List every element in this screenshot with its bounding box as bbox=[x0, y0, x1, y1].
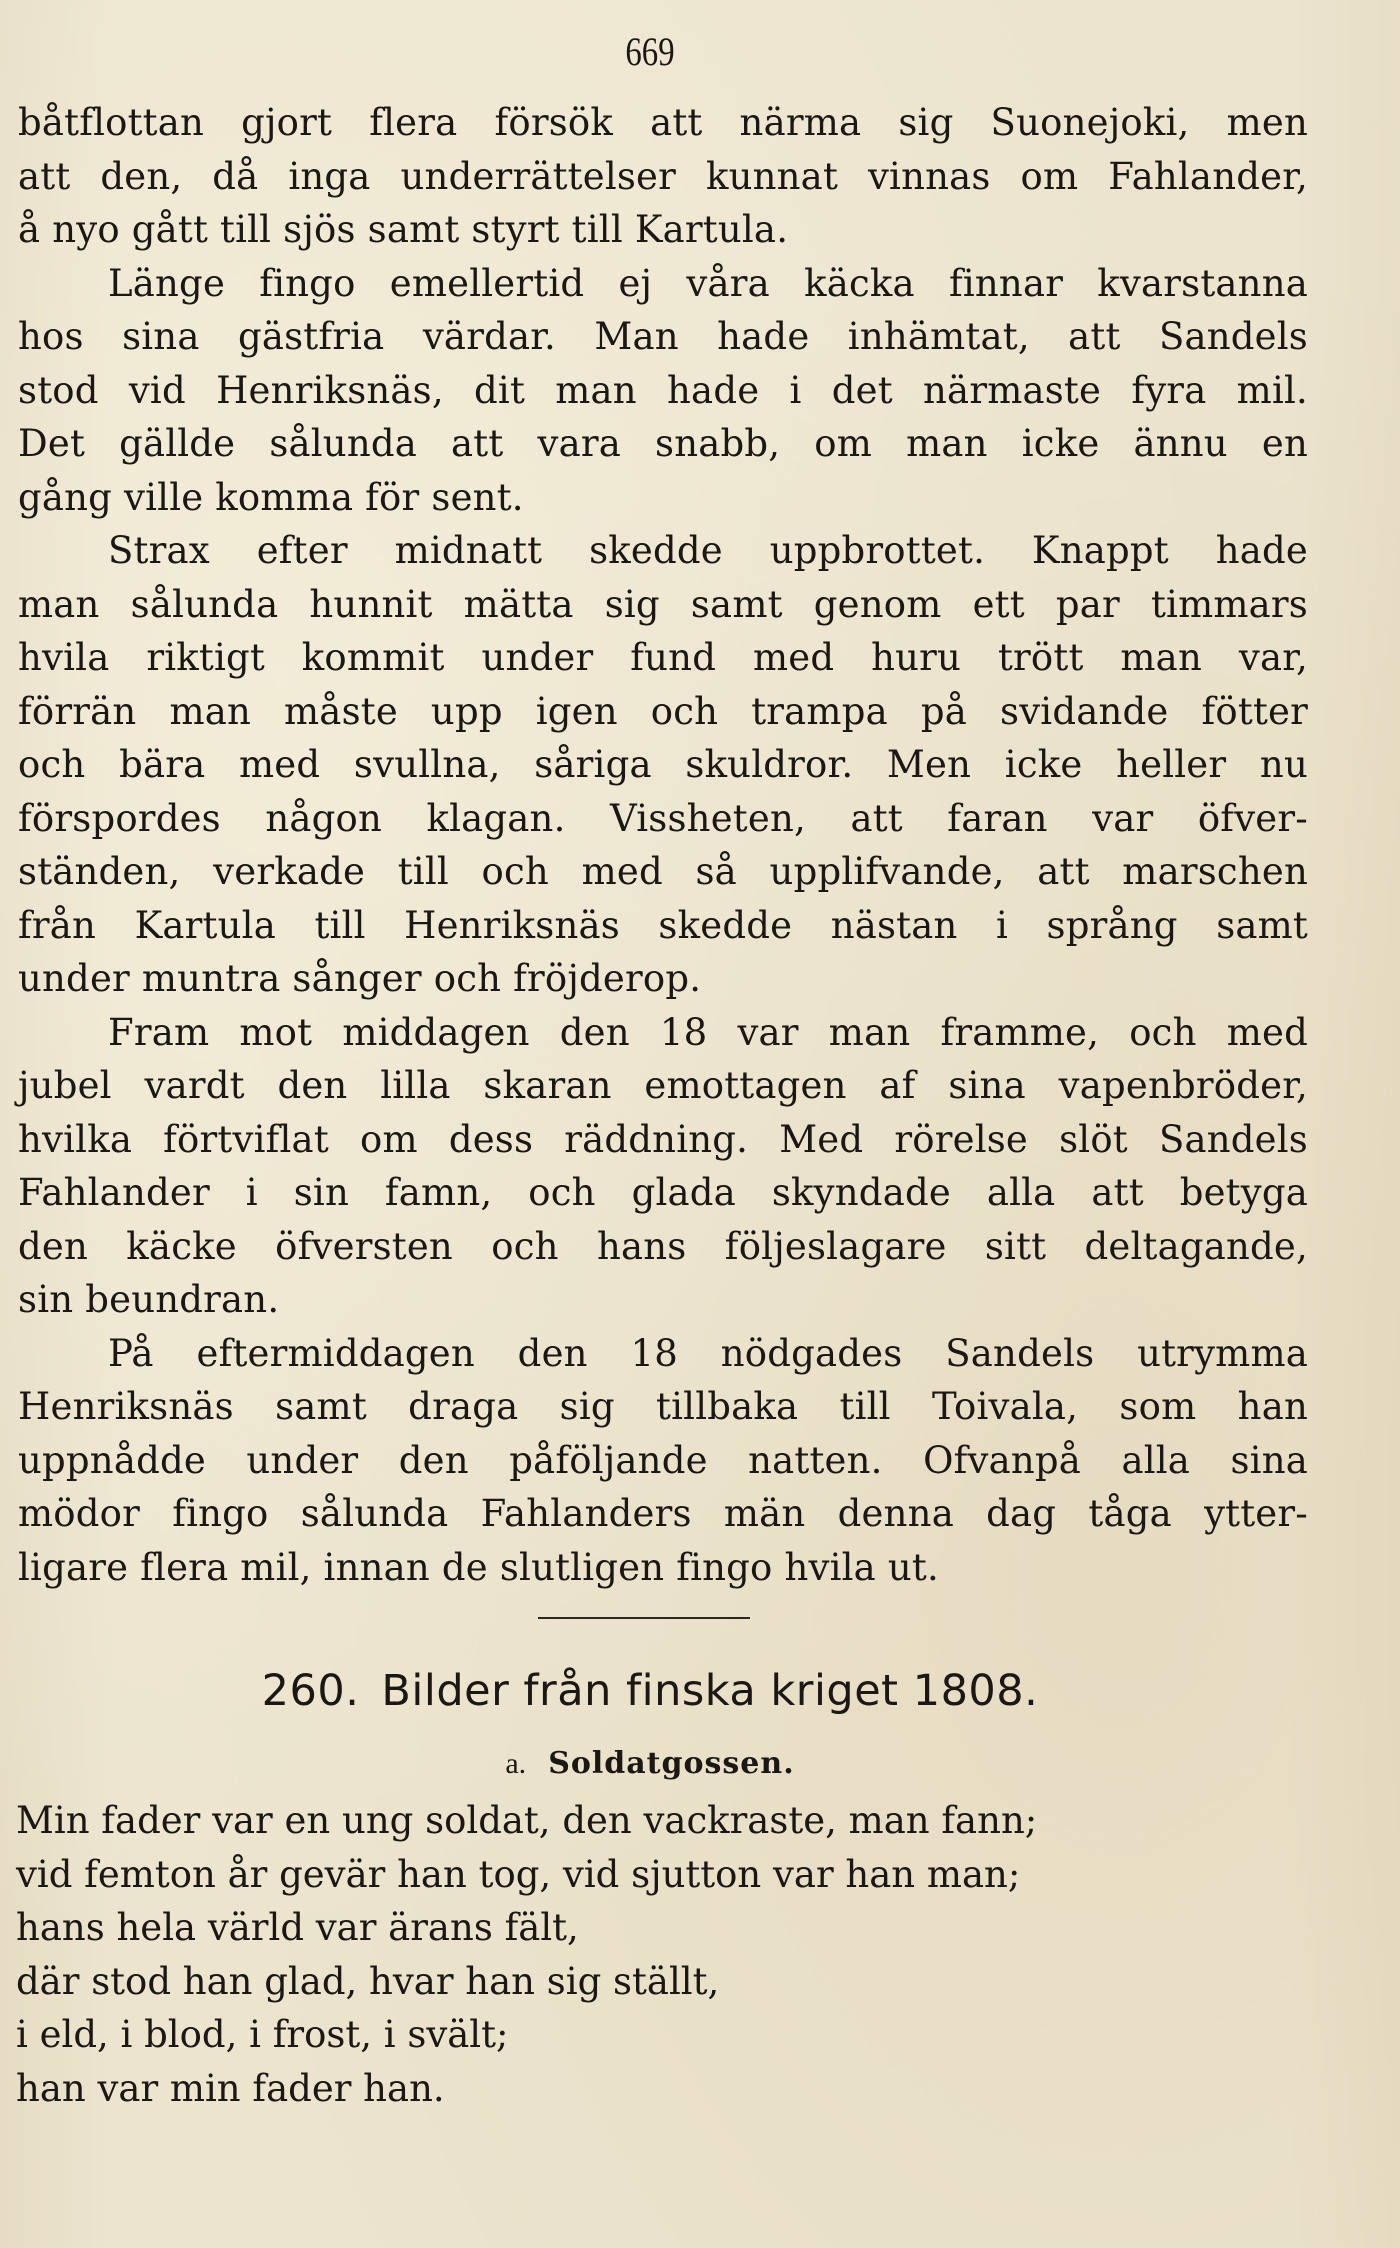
prose-line: den käcke öfversten och hans följeslagare sitt deltagande, bbox=[18, 1224, 1308, 1268]
prose-line: Strax efter midnatt skedde uppbrottet. Knappt hade bbox=[108, 529, 1308, 572]
poem-line: Min fader var en ung soldat, den vackraste, man fann; bbox=[16, 1799, 1038, 1842]
prose-line: förrän man måste upp igen och trampa på svidande fötter bbox=[18, 689, 1308, 733]
prose-line: hos sina gästfria värdar. Man hade inhämtat, att Sandels bbox=[18, 315, 1308, 358]
poem-stanza bbox=[16, 1794, 1037, 2115]
poem-line: hans hela värld var ärans fält, bbox=[16, 1906, 579, 1949]
page-number: 669 bbox=[625, 29, 675, 74]
prose-line: under muntra sånger och fröjderop. bbox=[18, 957, 702, 1000]
subsection-heading bbox=[0, 1746, 1300, 1781]
prose-line: båtflottan gjort flera försök att närma sig Suonejoki, men bbox=[18, 101, 1308, 144]
poem-line: i eld, i blod, i frost, i svält; bbox=[16, 2013, 509, 2056]
section-heading bbox=[0, 1666, 1300, 1716]
prose-line: Fram mot middagen den 18 var man framme, och med bbox=[108, 1010, 1308, 1054]
prose-line: Fahlander i sin famn, och glada skyndade alla att betyga bbox=[18, 1171, 1308, 1214]
prose-line: Länge fingo emellertid ej våra käcka finnar kvarstanna bbox=[108, 261, 1308, 305]
prose-line: att den, då inga underrättelser kunnat vinnas om Fahlander, bbox=[18, 154, 1308, 198]
prose-line: På eftermiddagen den 18 nödgades Sandels utrymma bbox=[108, 1331, 1308, 1375]
prose-line: förspordes någon klagan. Vissheten, att faran var öfver- bbox=[18, 796, 1308, 840]
prose-line: hvila riktigt kommit under fund med huru trött man var, bbox=[18, 636, 1308, 679]
poem-line: han var min fader han. bbox=[16, 2066, 445, 2110]
prose-body bbox=[18, 96, 1308, 1594]
prose-line: ligare flera mil, innan de slutligen fingo hvila ut. bbox=[18, 1545, 939, 1589]
section-divider bbox=[538, 1617, 750, 1619]
subsection-letter: a. bbox=[505, 1747, 527, 1780]
prose-line: ständen, verkade till och med så upplifvande, att marschen bbox=[18, 850, 1308, 893]
prose-line: å nyo gått till sjös samt styrt till Kartula. bbox=[18, 208, 789, 251]
poem-line: vid femton år gevär han tog, vid sjutton var han man; bbox=[16, 1852, 1021, 1896]
prose-line: sin beundran. bbox=[18, 1278, 280, 1321]
prose-line: Det gällde sålunda att vara snabb, om man icke ännu en bbox=[18, 422, 1308, 465]
prose-line: stod vid Henriksnäs, dit man hade i det närmaste fyra mil. bbox=[18, 368, 1308, 412]
prose-line: mödor fingo sålunda Fahlanders män denna dag tåga ytter- bbox=[18, 1492, 1308, 1535]
prose-line: och bära med svullna, såriga skuldror. Men icke heller nu bbox=[18, 743, 1308, 786]
prose-line: man sålunda hunnit mätta sig samt genom ett par timmars bbox=[18, 582, 1308, 626]
prose-line: hvilka förtviflat om dess räddning. Med rörelse slöt Sandels bbox=[18, 1117, 1308, 1161]
poem-line: där stod han glad, hvar han sig ställt, bbox=[16, 1959, 720, 2003]
section-number: 260. bbox=[261, 1666, 360, 1716]
prose-line: från Kartula till Henriksnäs skedde nästan i språng samt bbox=[18, 903, 1308, 947]
prose-line: jubel vardt den lilla skaran emottagen af sina vapenbröder, bbox=[18, 1064, 1308, 1107]
prose-line: Henriksnäs samt draga sig tillbaka till Toivala, som han bbox=[18, 1385, 1308, 1428]
subsection-title: Soldatgossen. bbox=[548, 1746, 795, 1781]
section-title: Bilder från finska kriget 1808. bbox=[381, 1666, 1039, 1716]
prose-line: gång ville komma för sent. bbox=[18, 475, 524, 519]
prose-line: uppnådde under den påföljande natten. Ofvanpå alla sina bbox=[18, 1438, 1308, 1482]
